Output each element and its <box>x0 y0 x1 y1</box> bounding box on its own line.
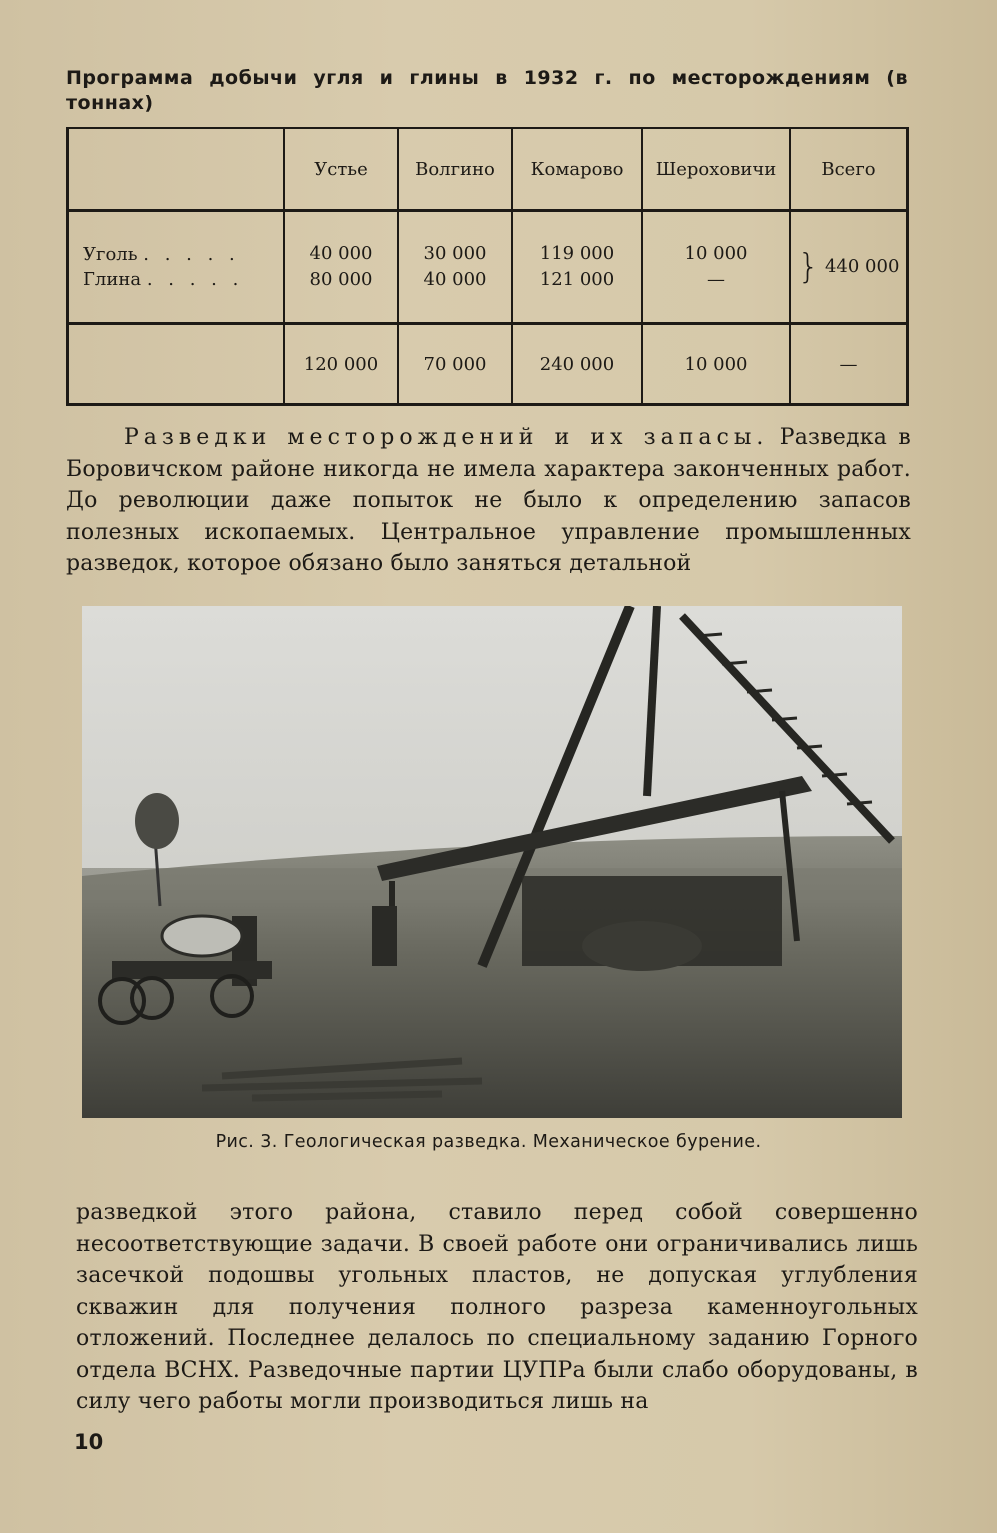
total-volgino: 70 000 <box>398 324 512 405</box>
row-label-clay: Глина <box>83 269 142 290</box>
value-coal-sherokhovichi: 10 000 <box>684 243 748 264</box>
leader-dots: . . . . . <box>143 244 240 265</box>
paragraph-exploration <box>66 422 911 580</box>
cell-ustye <box>284 211 398 324</box>
value-clay-sherokhovichi: — <box>707 269 725 290</box>
header-komarovo: Комарово <box>512 128 642 211</box>
leader-dots: . . . . . <box>146 269 244 290</box>
section-heading: Разведки месторождений и их запасы. <box>124 425 769 450</box>
total-ustye: 120 000 <box>284 324 398 405</box>
table-totals-row <box>68 324 908 405</box>
row-label-coal: Уголь <box>83 244 138 265</box>
row-labels-cell <box>68 211 285 324</box>
header-volgino: Волгино <box>398 128 512 211</box>
value-clay-komarovo: 121 000 <box>539 269 615 290</box>
value-coal-komarovo: 119 000 <box>539 243 615 264</box>
paragraph-body: Разведка в Боровичском районе никогда не имела характера законченных работ. До революции даже попыток не было к определению запасов полезных ископаемых. Центральное управление промышленных разведок, которое обязано было заняться детальной <box>66 425 911 576</box>
paragraph-continued: разведкой этого района, ставило перед собой совершенно несоответствующие задачи. В своей работе они ограничивались лишь засечкой подошвы угольных пластов, не допуская углубления скважин для получения полного разреза каменноугольных отложений. Последнее делалось по специальному заданию Горного отдела ВСНХ. Разведочные партии ЦУПРа были слабо оборудованы, в силу чего работы могли производиться лишь на <box>76 1200 918 1414</box>
header-empty <box>68 128 285 211</box>
production-table <box>66 127 909 406</box>
figure-caption: Рис. 3. Геологическая разведка. Механическое бурение. <box>215 1132 762 1152</box>
cell-sherokhovichi <box>642 211 790 324</box>
value-clay-volgino: 40 000 <box>423 269 487 290</box>
table-row <box>68 211 908 324</box>
total-sherokhovichi: 10 000 <box>642 324 790 405</box>
drilling-rig-illustration <box>82 606 902 1118</box>
value-coal-volgino: 30 000 <box>423 243 487 264</box>
header-ustye: Устье <box>284 128 398 211</box>
header-total: Всего <box>790 128 908 211</box>
header-sherokhovichi: Шероховичи <box>642 128 790 211</box>
drilling-photo <box>82 606 902 1118</box>
total-komarovo: 240 000 <box>512 324 642 405</box>
totals-label-cell <box>68 324 285 405</box>
cell-combined-total <box>790 211 908 324</box>
table-title: Программа добычи угля и глины в 1932 г. по месторождениям (в тоннах) <box>66 67 908 114</box>
total-all: — <box>790 324 908 405</box>
table-header-row <box>68 128 908 211</box>
cell-komarovo <box>512 211 642 324</box>
value-clay-ustye: 80 000 <box>309 269 373 290</box>
brace-symbol: } <box>797 247 820 287</box>
value-combined-total: 440 000 <box>824 256 900 277</box>
value-coal-ustye: 40 000 <box>309 243 373 264</box>
cell-volgino <box>398 211 512 324</box>
page-number: 10 <box>74 1430 104 1454</box>
